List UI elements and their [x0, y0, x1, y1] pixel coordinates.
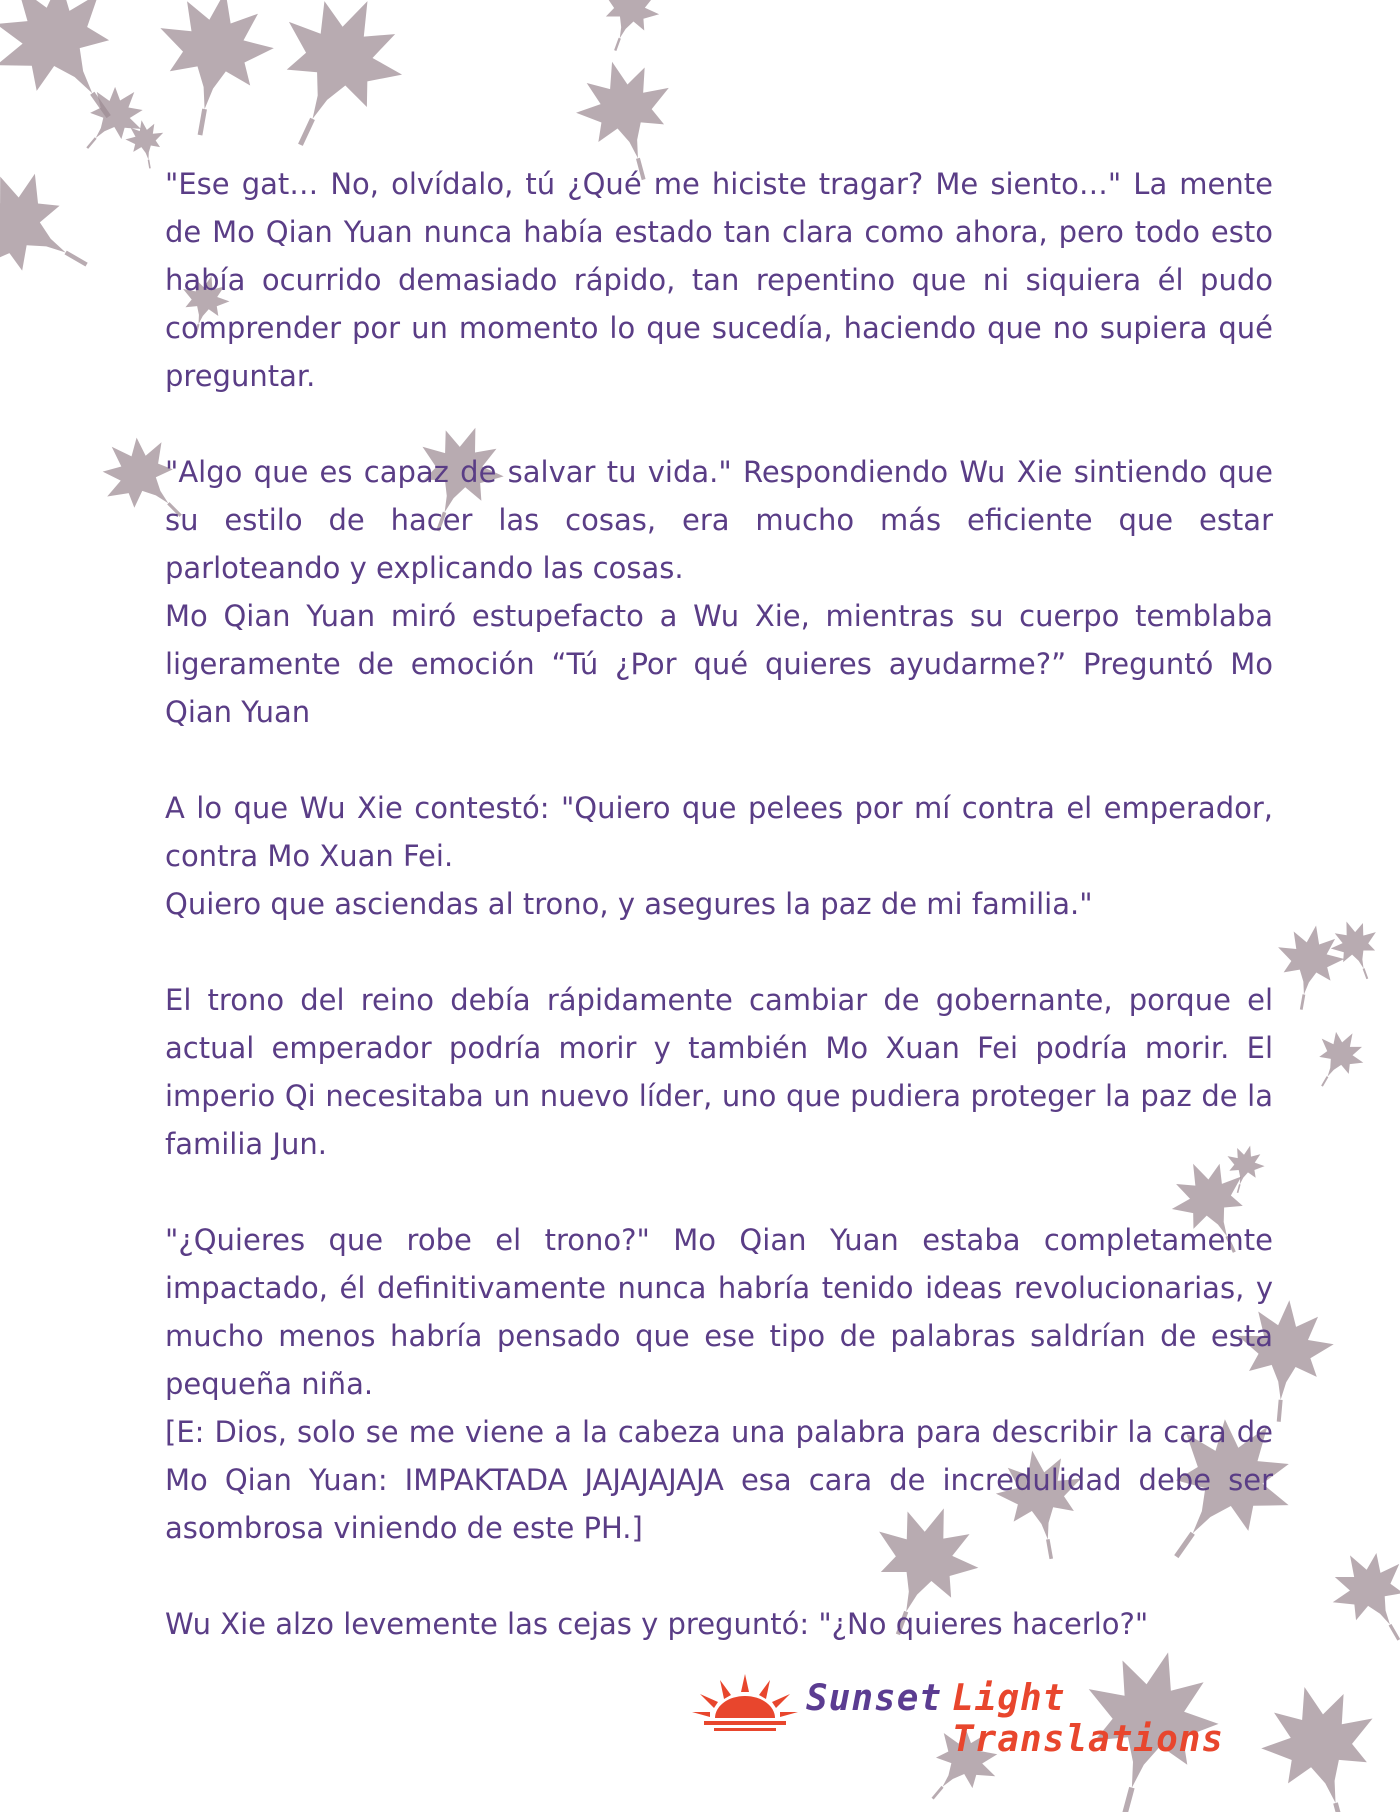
translator-logo [690, 1670, 1280, 1760]
maple-leaf-icon [0, 0, 160, 152]
paragraph: "¿Quieres que robe el trono?" Mo Qian Yuan estaba completamente impactado, él definitivamente nunca habría tenido ideas revolucionarias, y mucho menos habría pensado que ese tipo de palabras saldrían de esta pequeña niña. [165, 1223, 1273, 1401]
paragraph: "Algo que es capaz de salvar tu vida." Respondiendo Wu Xie sintiendo que su estilo de hacer las cosas, era mucho más eficiente que estar parloteando y explicando las cosas. [165, 455, 1273, 585]
paragraph: Quiero que asciendas al trono, y asegures la paz de mi familia." [165, 887, 1093, 921]
maple-leaf-icon [244, 0, 424, 171]
logo-text-sunset: Sunset [806, 1678, 943, 1719]
paragraph: [E: Dios, solo se me viene a la cabeza una palabra para describir la cara de Mo Qian Yuan: IMPAKTADA JAJAJAJAJA esa cara de incredulidad debe ser asombrosa viniendo de este PH.] [165, 1415, 1273, 1545]
logo-text-light-translations: Light Translations [952, 1678, 1225, 1760]
paragraph: Wu Xie alzo levemente las cejas y preguntó: "¿No quieres hacerlo?" [165, 1607, 1149, 1641]
sunset-icon [690, 1670, 800, 1734]
paragraph: Mo Qian Yuan miró estupefacto a Wu Xie, mientras su cuerpo temblaba ligeramente de emoción “Tú ¿Por qué quieres ayudarme?” Preguntó Mo Qian Yuan [165, 599, 1273, 729]
paragraph-gap [165, 928, 1273, 976]
paragraph-gap [165, 1552, 1273, 1600]
maple-leaf-icon [1324, 913, 1390, 987]
maple-leaf-icon [65, 74, 156, 167]
paragraph-gap [165, 736, 1273, 784]
paragraph-gap [165, 1168, 1273, 1216]
maple-leaf-icon [1317, 1536, 1400, 1659]
maple-leaf-icon [1301, 1021, 1373, 1098]
paragraph: El trono del reino debía rápidamente cambiar de gobernante, porque el actual emperador podría morir y también Mo Xuan Fei podría morir. El imperio Qi necesitaba un nuevo líder, uno que pudiera proteger la paz de la familia Jun. [165, 983, 1273, 1161]
document-body [165, 160, 1273, 1648]
maple-leaf-icon [143, 0, 282, 145]
paragraph-gap [165, 400, 1273, 448]
maple-leaf-icon [588, 0, 667, 60]
maple-leaf-icon [0, 152, 113, 311]
paragraph: "Ese gat… No, olvídalo, tú ¿Qué me hiciste tragar? Me siento…" La mente de Mo Qian Yuan nunca había estado tan clara como ahora, pero todo esto había ocurrido demasiado rápido, tan repentino que ni siquiera él pudo comprender por un momento lo que sucedía, haciendo que no supiera qué preguntar. [165, 167, 1273, 393]
paragraph: A lo que Wu Xie contestó: "Quiero que pelees por mí contra el emperador, contra Mo Xuan Fei. [165, 791, 1273, 873]
